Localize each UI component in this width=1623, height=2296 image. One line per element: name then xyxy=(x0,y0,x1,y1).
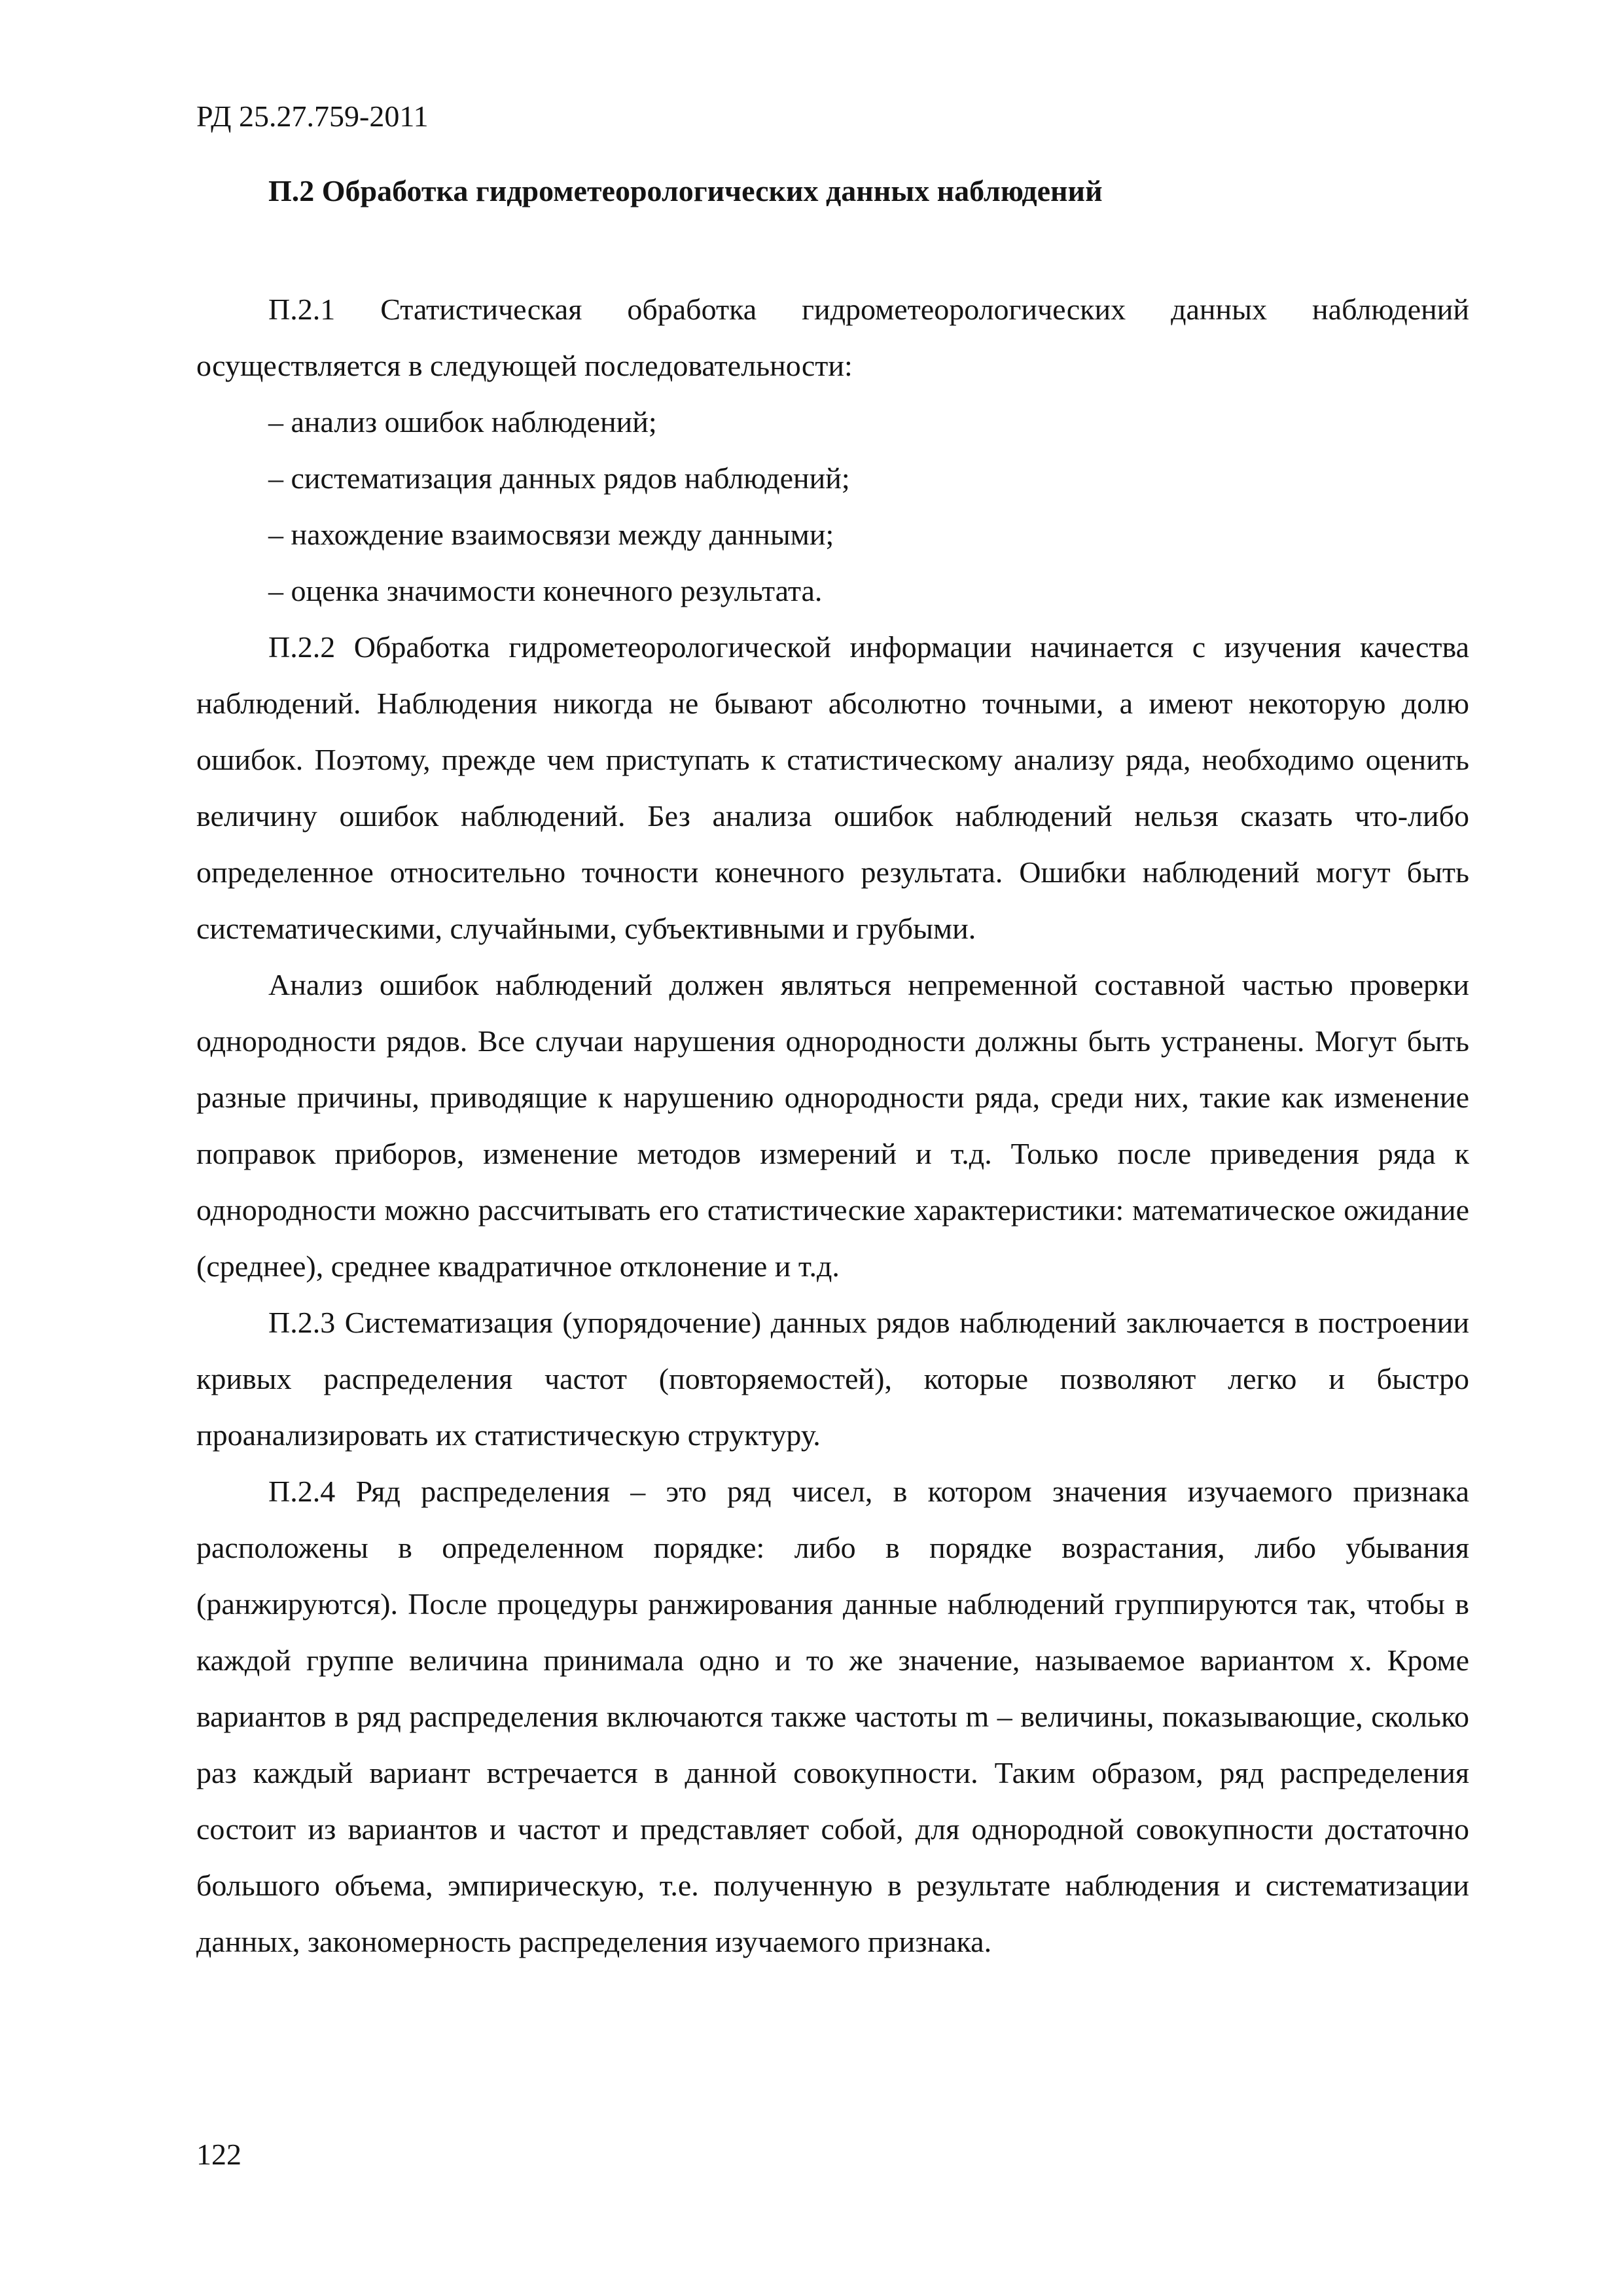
document-body xyxy=(196,281,1469,1970)
document-code: РД 25.27.759-2011 xyxy=(196,99,429,133)
list-item: – анализ ошибок наблюдений; xyxy=(268,405,657,439)
paragraph-p2-2: П.2.2 Обработка гидрометеорологической информации начинается с изучения качества наблюдений. Наблюдения никогда не бывают абсолютно точными, а имеют некоторую долю ошибок. Поэтому, прежде чем приступать к статистическому анализу ряда, необходимо оценить величину ошибок наблюдений. Без анализа ошибок наблюдений нельзя сказать что-либо определенное относительно точности конечного результата. Ошибки наблюдений могут быть систематическими, случайными, субъективными и грубыми. xyxy=(196,630,1469,945)
paragraph-p2-1: П.2.1 Статистическая обработка гидрометеорологических данных наблюдений осуществляется в следующей последовательности: xyxy=(196,293,1469,382)
list-item: – оценка значимости конечного результата. xyxy=(268,574,823,607)
page-number: 122 xyxy=(196,2138,241,2171)
list-item: – нахождение взаимосвязи между данными; xyxy=(268,518,834,551)
paragraph-p2-3: П.2.3 Систематизация (упорядочение) данных рядов наблюдений заключается в построении кривых распределения частот (повторяемостей), которые позволяют легко и быстро проанализировать их статистическую структуру. xyxy=(196,1306,1469,1452)
list-item: – систематизация данных рядов наблюдений; xyxy=(268,461,850,495)
paragraph-error-analysis: Анализ ошибок наблюдений должен являться непременной составной частью проверки однородности рядов. Все случаи нарушения однородности должны быть устранены. Могут быть разные причины, приводящие к нарушению однородности ряда, среди них, такие как изменение поправок приборов, изменение методов измерений и т.д. Только после приведения ряда к однородности можно рассчитывать его статистические характеристики: математическое ожидание (среднее), среднее квадратичное отклонение и т.д. xyxy=(196,968,1469,1283)
section-title: П.2 Обработка гидрометеорологических данных наблюдений xyxy=(268,174,1103,207)
paragraph-p2-4: П.2.4 Ряд распределения – это ряд чисел, в котором значения изучаемого признака расположены в определенном порядке: либо в порядке возрастания, либо убывания (ранжируются). После процедуры ранжирования данные наблюдений группируются так, чтобы в каждой группе величина принимала одно и то же значение, называемое вариантом x. Кроме вариантов в ряд распределения включаются также частоты m – величины, показывающие, сколько раз каждый вариант встречается в данной совокупности. Таким образом, ряд распределения состоит из вариантов и частот и представляет собой, для однородной совокупности достаточно большого объема, эмпирическую, т.е. полученную в результате наблюдения и систематизации данных, закономерность распределения изучаемого признака. xyxy=(196,1475,1469,1958)
